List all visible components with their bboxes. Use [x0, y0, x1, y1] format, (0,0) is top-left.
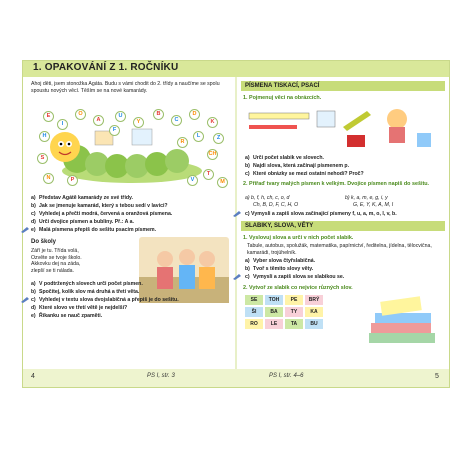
- poem-line: zlepší se ti nálada.: [31, 267, 74, 274]
- caterpillar-illustration: [37, 109, 227, 189]
- letters-c: c) Vymysli a zapiš slova začínající písmeny f, u, a, m, o, l, v, b.: [245, 211, 397, 217]
- letter-bubble: P: [67, 175, 78, 186]
- letter-bubble: CH: [207, 149, 218, 160]
- letter-bubble: M: [217, 177, 228, 188]
- syllable-grid: [245, 295, 329, 331]
- exercise-title: 1. Pojmenuj věci na obrázcích.: [243, 95, 322, 101]
- letter-bubble: O: [75, 109, 86, 120]
- pencil-icon: [233, 211, 241, 217]
- question2-d: d) Které slovo ve třetí větě je nejdelší?: [31, 305, 128, 311]
- syllable-cell: TOH: [265, 295, 283, 305]
- syllable-cell: TA: [285, 319, 303, 329]
- workbook-ref-right: PS I, str. 4–6: [269, 373, 304, 379]
- letter-bubble: V: [187, 175, 198, 186]
- section-header: PÍSMENA TISKACÍ, PSACÍ: [241, 81, 445, 91]
- page-number-right: 5: [435, 373, 439, 380]
- syllable-cell: LE: [265, 319, 283, 329]
- poem-title: Do školy: [31, 239, 57, 245]
- sec3-question-b: b) Tvoř s těmito slovy věty.: [245, 266, 314, 272]
- section-header: SLABIKY, SLOVA, VĚTY: [241, 221, 445, 231]
- textbook-spread: [22, 60, 450, 388]
- books-illustration: [367, 293, 443, 347]
- exercise-title: 2. Přiřaď tvary malých písmen k velkým. Dvojice písmen napiš do sešitu.: [243, 181, 430, 187]
- poem-line: Ozvěte se tvoje školo.: [31, 254, 82, 261]
- letters-b: b) k, a, m, e, g, i, y: [345, 195, 388, 201]
- question2-b: b) Spočítej, kolik slov má druhá a třetí věta.: [31, 289, 140, 295]
- letter-bubble: Z: [213, 133, 224, 144]
- question-e: e) Malá písmena přepiš do sešitu psacím písmem.: [31, 227, 157, 233]
- letter-bubble: F: [109, 125, 120, 136]
- letters-a2: Ch, B, D, F, C, H, O: [253, 202, 299, 208]
- exercise-title: 1. Vyslovuj slova a urči v nich počet slabik.: [243, 235, 354, 241]
- letter-bubble: A: [93, 115, 104, 126]
- letter-bubble: D: [189, 109, 200, 120]
- letter-bubble: N: [43, 173, 54, 184]
- letter-bubble: K: [207, 117, 218, 128]
- poem-line: Září je tu. Třída volá,: [31, 248, 79, 254]
- syllable-cell: TY: [285, 307, 303, 317]
- syllable-cell: RO: [245, 319, 263, 329]
- letter-bubble: B: [153, 109, 164, 120]
- word-list: Tabule, autobus, spolužák, matematika, papírnictví, ředitelna, jídelna, tělocvična, kamarádi, trojúhelník.: [247, 243, 432, 256]
- pencil-icon: [21, 227, 29, 233]
- school-supplies-icon: [247, 105, 443, 151]
- letter-bubble: L: [193, 131, 204, 142]
- question-b: b) Jak se jmenuje kamarád, který s tebou sedí v lavici?: [31, 203, 168, 209]
- syllable-cell: ŠI: [245, 307, 263, 317]
- letter-bubble: R: [177, 137, 188, 148]
- syllable-cell: BU: [305, 319, 323, 329]
- workbook-ref-left: PS I, str. 3: [147, 373, 175, 379]
- sec1-question-b: b) Najdi slova, která začínají písmenem p.: [245, 163, 350, 169]
- letters-b2: G, E, Y, K, A, M, I: [353, 202, 394, 208]
- letter-bubble: T: [203, 169, 214, 180]
- question-c: c) Vyhledej a přečti modrá, červená a oranžová písmena.: [31, 211, 173, 217]
- syllable-cell: KA: [305, 307, 323, 317]
- letter-bubble: C: [171, 115, 182, 126]
- school-supplies-illustration: [247, 105, 443, 151]
- pencil-icon: [233, 274, 241, 280]
- letter-bubble: H: [39, 131, 50, 142]
- letter-bubble: E: [43, 111, 54, 122]
- sec3-question-a: a) Vyber slova čtyřslabičná.: [245, 258, 316, 264]
- pencil-icon: [21, 297, 29, 303]
- sec1-question-c: c) Které obrázky se mezi ostatní nehodí? Proč?: [245, 171, 364, 177]
- poem-line: Akkovku dej na záda,: [31, 261, 81, 268]
- question2-a: a) V podtržených slovech urči počet písmen.: [31, 281, 143, 287]
- right-page: [237, 77, 449, 369]
- chapter-title: 1. OPAKOVÁNÍ Z 1. ROČNÍKU: [33, 62, 179, 73]
- syllable-cell: PE: [285, 295, 303, 305]
- sec1-question-a: a) Urči počet slabik ve slovech.: [245, 155, 324, 161]
- letter-bubble: I: [57, 119, 68, 130]
- syllable-cell: BRÝ: [305, 295, 323, 305]
- letters-a: a) b, f, h, ch, c, o, d: [245, 195, 290, 201]
- question2-e: e) Říkanku se nauč zpaměti.: [31, 313, 103, 319]
- poem-text: [31, 248, 131, 274]
- letter-bubble: Y: [133, 117, 144, 128]
- syllable-cell: SE: [245, 295, 263, 305]
- left-page: [23, 77, 235, 369]
- syllable-cell: BA: [265, 307, 283, 317]
- exercise-title: 2. Vytvoř ze slabik co nejvíce různých slov.: [243, 285, 353, 291]
- books-icon: [367, 293, 443, 347]
- question-a: a) Představ Agátě kamarády ze své třídy.: [31, 195, 133, 201]
- sec3-question-c: c) Vymysli a zapiš slova se slabikou se.: [245, 274, 345, 280]
- chapter-header: [23, 61, 449, 77]
- page-footer: [23, 369, 449, 387]
- letter-bubble: S: [37, 153, 48, 164]
- question2-c: c) Vyhledej v textu slova dvojslabičná a přepiš je do sešitu.: [31, 297, 179, 303]
- letter-bubble: U: [115, 111, 126, 122]
- intro-text: Ahoj děti, jsem stonožka Agáta. Budu s vámi chodit do 2. třídy a naučíme se spolu spoustu nových věcí. Těším se na nové kamarády.: [31, 81, 220, 94]
- question-d: d) Urči dvojice písmen a bubliny. Př.: A a.: [31, 219, 134, 225]
- page-number-left: 4: [31, 373, 35, 380]
